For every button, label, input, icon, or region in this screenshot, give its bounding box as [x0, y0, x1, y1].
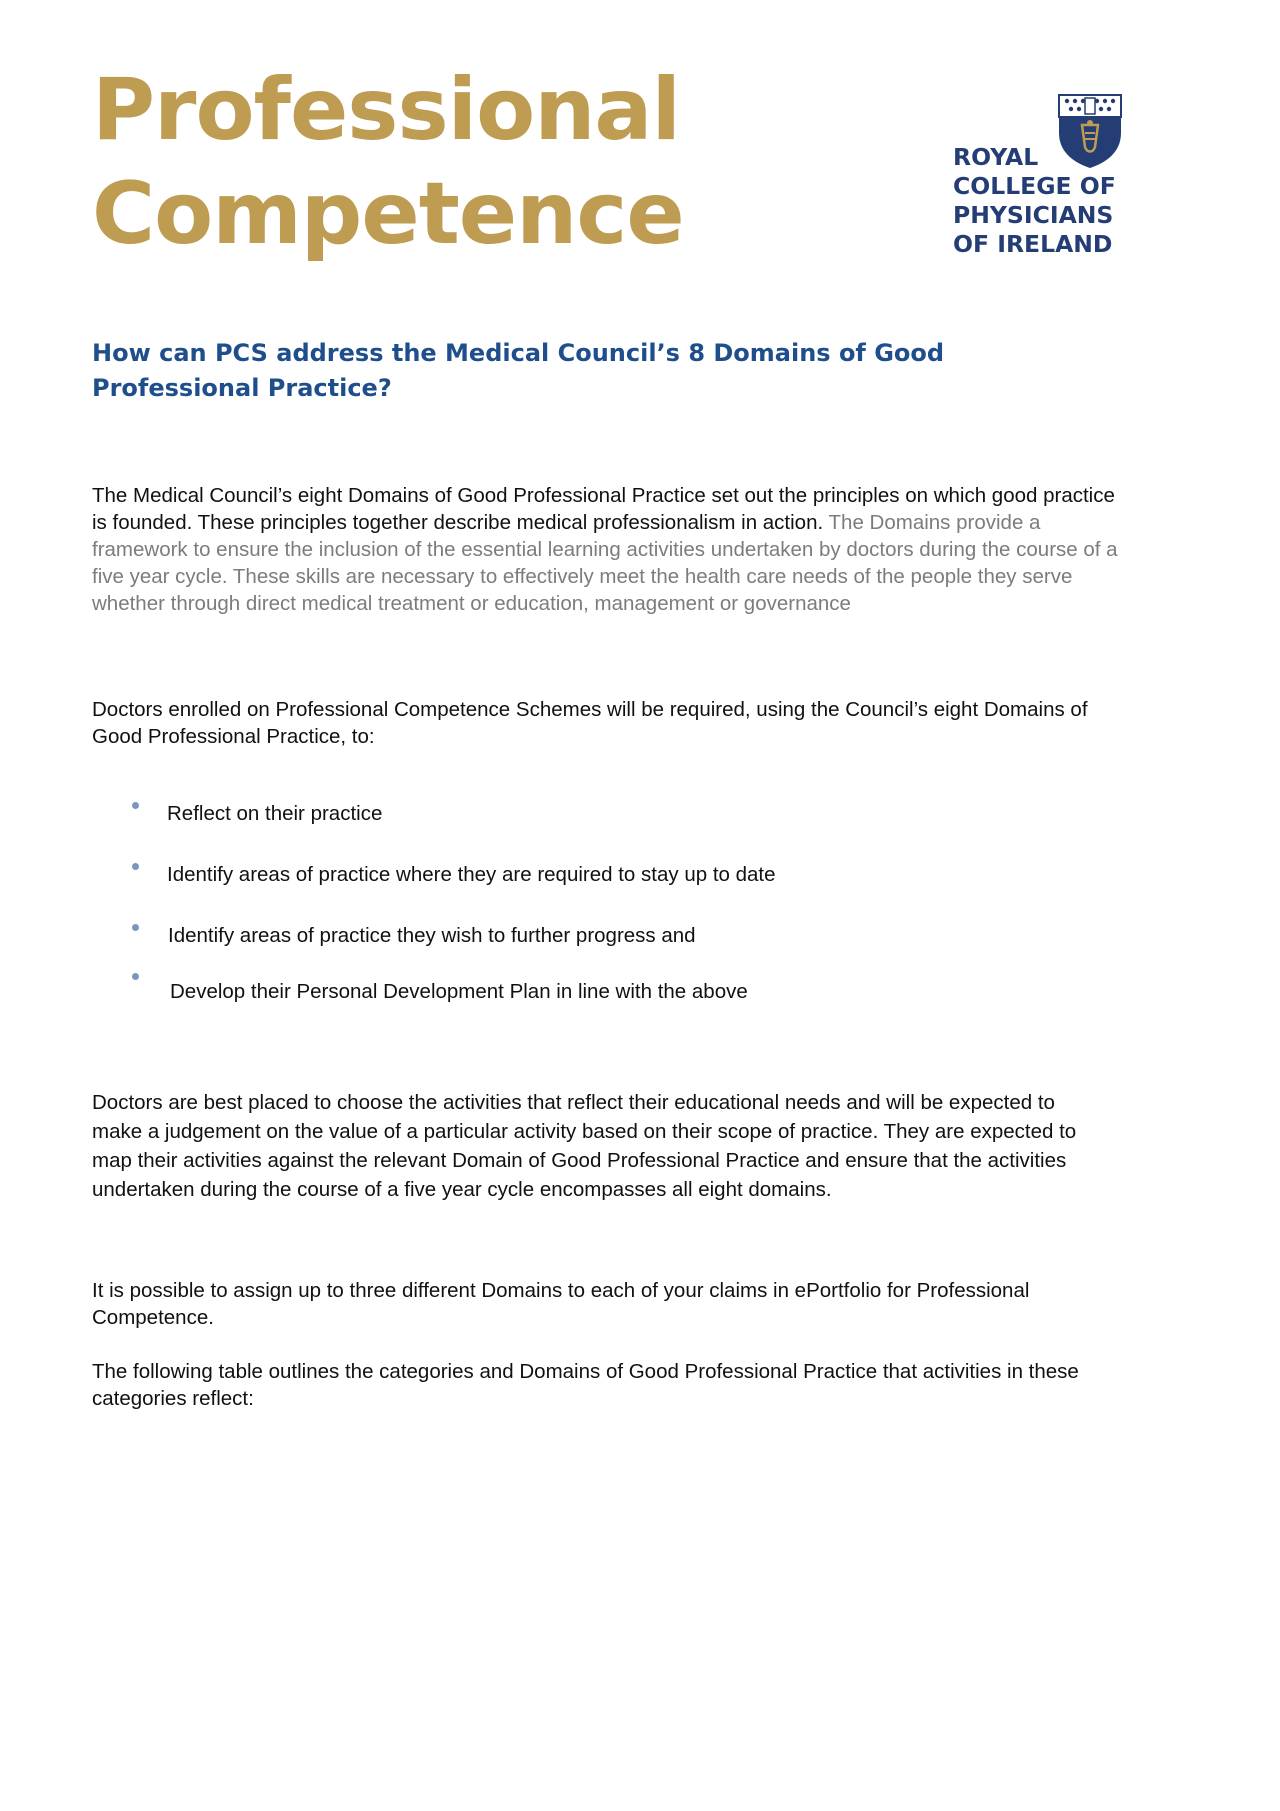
requirement-intro: Doctors enrolled on Professional Competence Schemes will be required, using the Council’s eight Domains of Good Professional Practice, to:: [92, 698, 1088, 748]
eportfolio-paragraph: It is possible to assign up to three different Domains to each of your claims in ePortfolio for Professional Competence.: [92, 1279, 1030, 1329]
logo-line-3: PHYSICIANS: [953, 201, 1114, 229]
logo-line-2: COLLEGE OF: [953, 172, 1116, 200]
bullet-icon: [132, 924, 139, 931]
list-item-text: Develop their Personal Development Plan in line with the above: [170, 980, 748, 1003]
section-heading: How can PCS address the Medical Council’s 8 Domains of Good Professional Practice?: [92, 339, 945, 402]
intro-dark-text: The Medical Council’s eight Domains of Good Professional Practice set out the principles on which good practice is founded. These principles together describe medical professionalism in action.: [92, 484, 1115, 534]
list-item-text: Reflect on their practice: [167, 802, 383, 825]
rcpi-logo: [953, 93, 1123, 263]
bullet-icon: [132, 863, 139, 870]
list-item-text: Identify areas of practice where they are required to stay up to date: [167, 863, 776, 886]
title-line-1: Professional: [92, 60, 680, 160]
list-item-text: Identify areas of practice they wish to further progress and: [168, 924, 696, 947]
bullet-icon: [132, 973, 139, 980]
intro-muted-text: The Domains provide a framework to ensure the inclusion of the essential learning activities undertaken by doctors during the course of a five year cycle. These skills are necessary to effectively meet the health care needs of the people they serve whether through direct medical treatment or education, management or governance: [92, 511, 1118, 615]
logo-line-4: OF IRELAND: [953, 230, 1113, 258]
bullet-icon: [132, 802, 139, 809]
activities-paragraph: Doctors are best placed to choose the activities that reflect their educational needs and will be expected to make a judgement on the value of a particular activity based on their scope of practice. They are expected to map their activities against the relevant Domain of Good Professional Practice and ensure that the activities undertaken during the course of a five year cycle encompasses all eight domains.: [92, 1091, 1077, 1201]
table-intro-paragraph: The following table outlines the categories and Domains of Good Professional Practice that activities in these categories reflect:: [92, 1360, 1079, 1410]
title-line-2: Competence: [92, 164, 684, 264]
logo-line-1: ROYAL: [953, 143, 1039, 171]
document-title: [92, 58, 684, 266]
logo-wordmark: [953, 143, 1116, 259]
intro-paragraph: [92, 482, 1132, 617]
